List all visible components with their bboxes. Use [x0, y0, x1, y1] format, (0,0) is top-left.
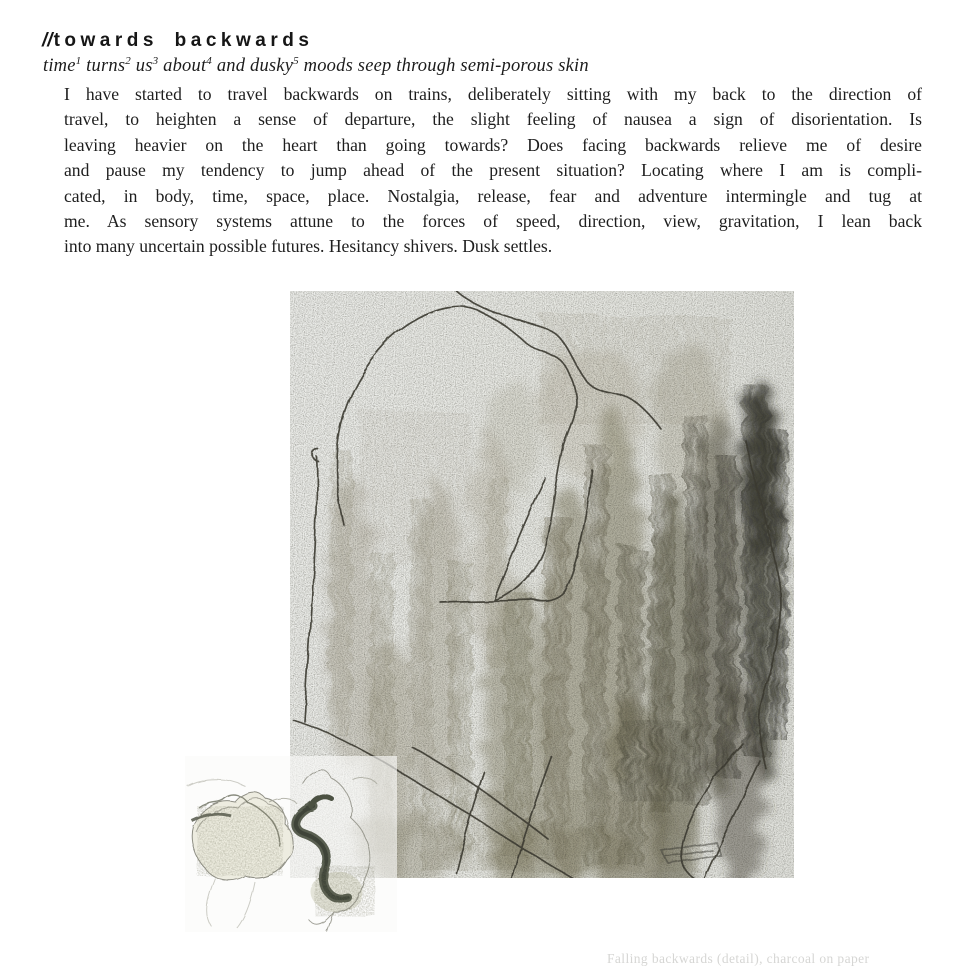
epigraph-line: time$^1$ turns$^2$ $us^3$ about$^4$ and dusky$^5$ moods seep through semi-porous skin: [43, 54, 589, 76]
paragraph-line: cated, in body, time, space, place. Nostalgia, release, fear and adventure intermingle and tug at: [64, 185, 922, 206]
paragraph-line: me. As sensory systems attune to the forces of speed, direction, view, gravitation, I lean back: [64, 210, 922, 231]
paragraph-line: leaving heavier on the heart than going towards? Does facing backwards relieve me of desire: [64, 134, 922, 155]
body-paragraph: [64, 82, 922, 260]
paragraph-line: and pause my tendency to jump ahead of the present situation? Locating where I am is compli-: [64, 160, 922, 181]
footnote-marker: 4: [206, 54, 212, 67]
footnote-marker: 2: [125, 54, 131, 67]
footnote-marker: 1: [75, 54, 82, 67]
inset-study-image: [185, 756, 397, 932]
footnote-marker: 5: [293, 54, 299, 67]
section-heading: [42, 30, 313, 52]
paragraph-line: I have started to travel backwards on trains, deliberately sitting with my back to the direction of: [64, 84, 922, 104]
cropped-caption: Falling backwards (detail), charcoal on paper: [607, 951, 870, 966]
paragraph-line: into many uncertain possible futures. Hesitancy shivers. Dusk settles.: [64, 236, 553, 257]
heading-title: towards backwards: [53, 29, 314, 51]
footnote-marker: 3: [152, 54, 159, 67]
paragraph-line: travel, to heighten a sense of departure, the slight feeling of nausea a sign of disorientation. Is: [64, 109, 922, 130]
heading-slashes: //: [42, 29, 53, 51]
